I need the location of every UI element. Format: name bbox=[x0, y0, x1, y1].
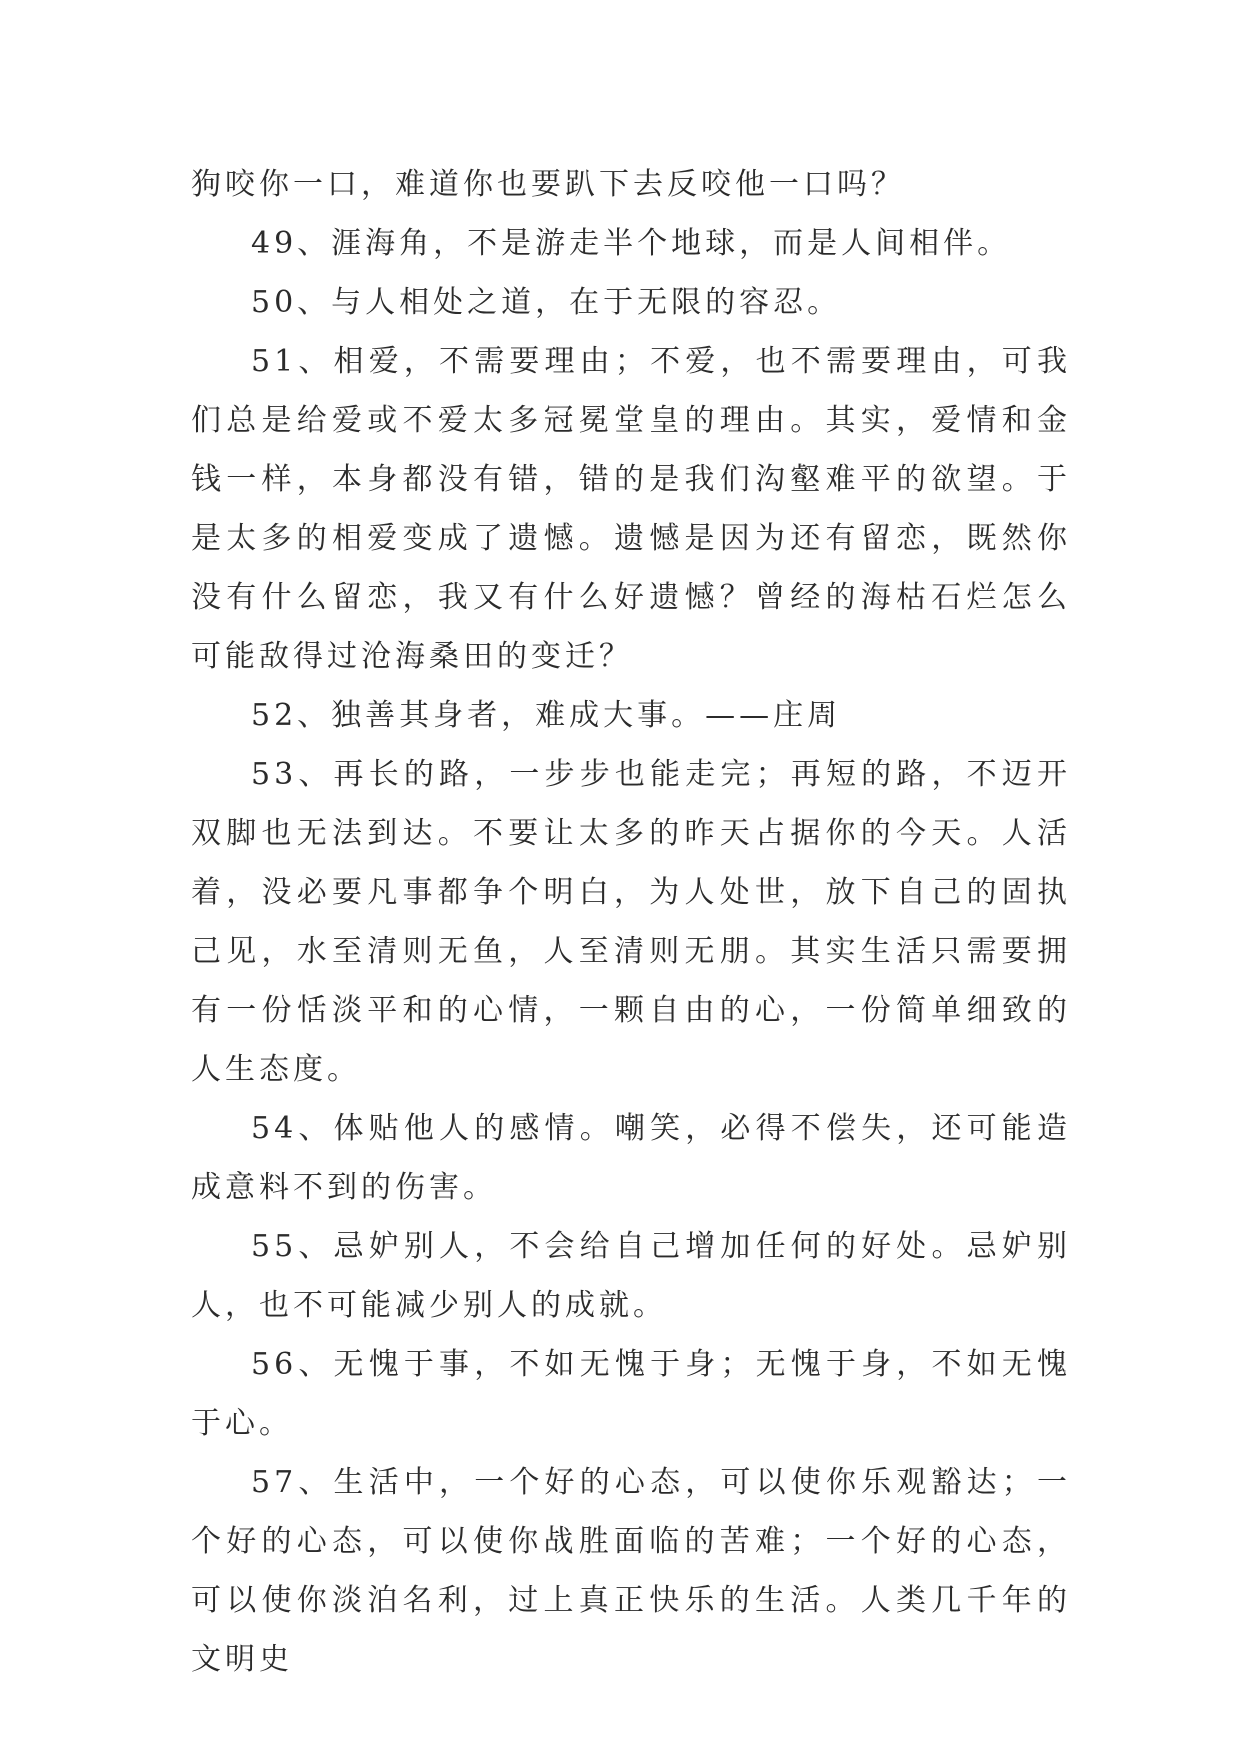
paragraph-50: 50、与人相处之道，在于无限的容忍。 bbox=[251, 285, 842, 320]
document-body bbox=[191, 155, 1071, 1689]
paragraph-51: 51、相爱，不需要理由；不爱，也不需要理由，可我们总是给爱或不爱太多冠冕堂皇的理由。其实，爱情和金钱一样，本身都没有错，错的是我们沟壑难平的欲望。于是太多的相爱变成了遗憾。遗憾是因为还有留恋，既然你没有什么留恋，我又有什么好遗憾？曾经的海枯石烂怎么可能敌得过沧海桑田的变迁？ bbox=[191, 344, 1071, 674]
paragraph-54: 54、体贴他人的感情。嘲笑，必得不偿失，还可能造成意料不到的伤害。 bbox=[191, 1111, 1071, 1205]
paragraph-57: 57、生活中，一个好的心态，可以使你乐观豁达；一个好的心态，可以使你战胜面临的苦难；一个好的心态，可以使你淡泊名利，过上真正快乐的生活。人类几千年的文明史 bbox=[191, 1465, 1071, 1677]
paragraph-53: 53、再长的路，一步步也能走完；再短的路，不迈开双脚也无法到达。不要让太多的昨天占据你的今天。人活着，没必要凡事都争个明白，为人处世，放下自己的固执己见，水至清则无鱼，人至清则无朋。其实生活只需要拥有一份恬淡平和的心情，一颗自由的心，一份简单细致的人生态度。 bbox=[191, 757, 1071, 1087]
paragraph-49: 49、涯海角，不是游走半个地球，而是人间相伴。 bbox=[251, 226, 1012, 261]
paragraph-55: 55、忌妒别人，不会给自己增加任何的好处。忌妒别人，也不可能减少别人的成就。 bbox=[191, 1229, 1071, 1323]
paragraph-52: 52、独善其身者，难成大事。——庄周 bbox=[251, 698, 842, 733]
paragraph-continued: 狗咬你一口，难道你也要趴下去反咬他一口吗？ bbox=[191, 167, 905, 202]
paragraph-56: 56、无愧于事，不如无愧于身；无愧于身，不如无愧于心。 bbox=[191, 1347, 1071, 1441]
